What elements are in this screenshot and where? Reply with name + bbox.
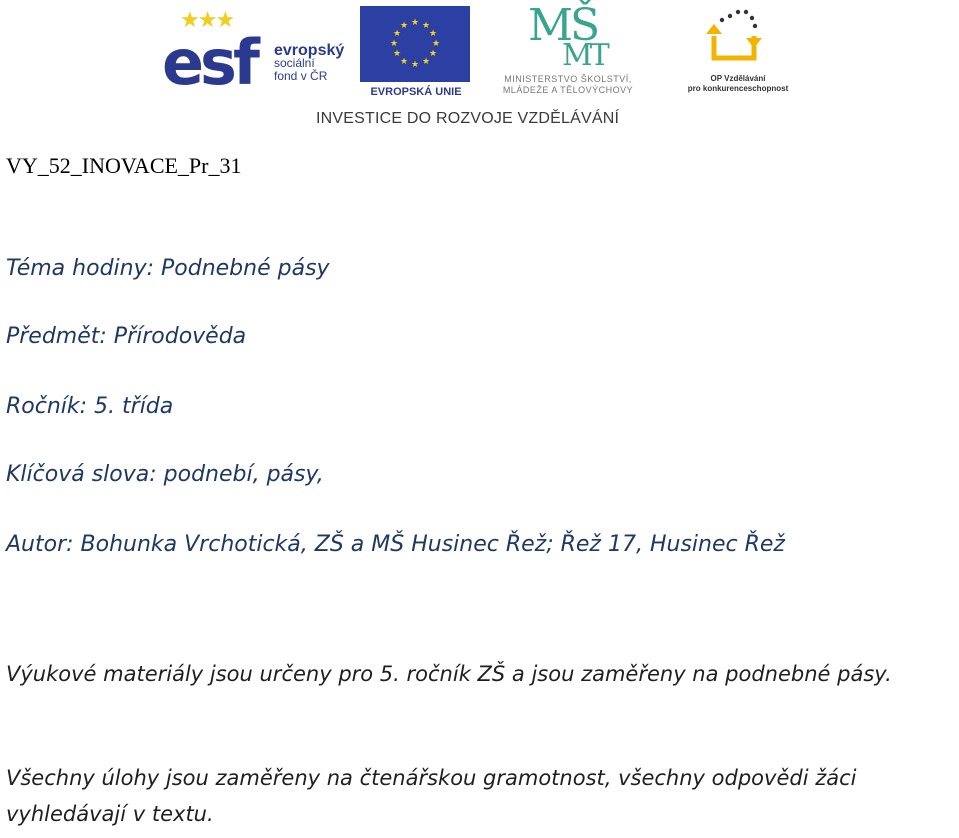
esf-stars-icon: ★★★	[180, 8, 234, 33]
eu-stars-icon: ★ ★ ★ ★ ★ ★ ★ ★ ★ ★ ★ ★	[390, 18, 441, 70]
description-paragraph: Výukové materiály jsou určeny pro 5. ročník ZŠ a jsou zaměřeny na podnebné pásy.	[6, 662, 892, 686]
msmt-mark-icon: MŠ MT	[528, 0, 607, 73]
eu-flag-icon	[360, 6, 470, 82]
msmt-line1: MINISTERSTVO ŠKOLSTVÍ,	[504, 74, 632, 84]
esf-line1: evropský	[274, 42, 345, 59]
esf-line3: fond v ČR	[274, 69, 328, 83]
op-line1: OP Vzdělávání	[710, 74, 766, 83]
logo-bar	[160, 0, 810, 135]
grade-line: Ročník: 5. třída	[6, 394, 174, 419]
esf-line2: sociální	[274, 56, 315, 70]
op-text	[672, 74, 804, 94]
esf-text	[274, 44, 344, 83]
msmt-line2: MLÁDEŽE A TĚLOVÝCHOVY	[502, 85, 634, 95]
esf-logo	[162, 6, 350, 98]
author-line: Autor: Bohunka Vrchotická, ZŠ a MŠ Husinec Řež; Řež 17, Husinec Řež	[6, 532, 785, 557]
msmt-logo	[478, 0, 658, 98]
document-code: VY_52_INOVACE_Pr_31	[6, 153, 242, 178]
esf-letters: esf	[162, 26, 256, 99]
eu-caption: EVROPSKÁ UNIE	[370, 86, 462, 98]
literacy-paragraph: Všechny úlohy jsou zaměřeny na čtenářskou gramotnost, všechny odpovědi žáci vyhledávají v textu.	[6, 766, 857, 826]
topic-line: Téma hodiny: Podnebné pásy	[6, 256, 330, 281]
eu-logo	[360, 6, 472, 98]
keywords-line: Klíčová slova: podnebí, pásy,	[6, 462, 324, 487]
msmt-text	[478, 74, 658, 96]
op-arrows-icon	[700, 6, 768, 66]
op-logo	[672, 4, 804, 100]
tagline: INVESTICE DO ROZVOJE VZDĚLÁVÁNÍ	[316, 110, 620, 127]
subject-line: Předmět: Přírodověda	[6, 324, 247, 349]
op-line2: pro konkurenceschopnost	[687, 84, 789, 93]
